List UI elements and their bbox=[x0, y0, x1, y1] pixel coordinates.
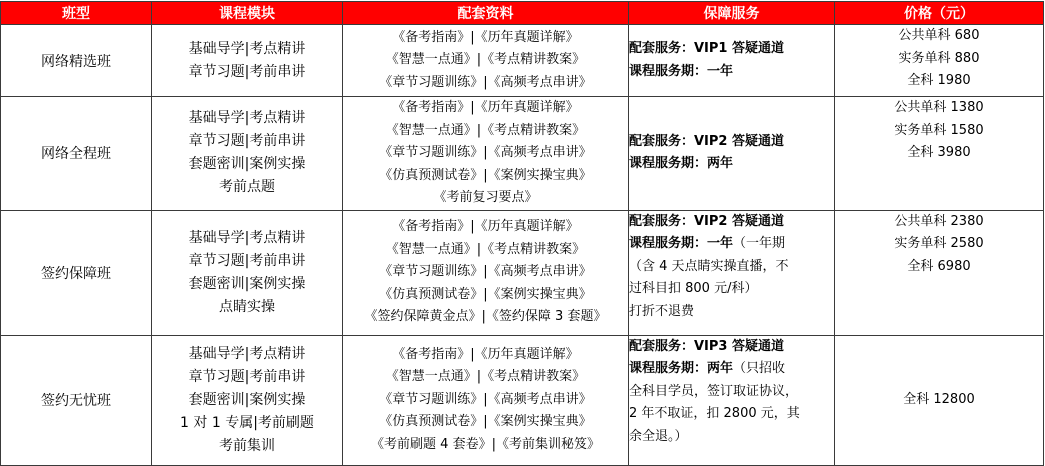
table-row bbox=[1, 335, 1044, 465]
class-name-cell bbox=[1, 210, 152, 335]
service-line: 打折不退费 bbox=[629, 303, 695, 319]
service-line: 配套服务：VIP1 答疑通道 bbox=[629, 41, 784, 56]
service-cell bbox=[629, 25, 835, 97]
price-line: 实务单科 1580 bbox=[894, 122, 984, 138]
table-row bbox=[1, 25, 1044, 97]
material-line: 《仿真预测试卷》|《案例实操宝典》 bbox=[379, 286, 592, 302]
header-course-modules: 课程模块 bbox=[152, 2, 343, 25]
materials-cell bbox=[343, 97, 629, 211]
module-line: 章节习题|考前串讲 bbox=[188, 133, 306, 150]
price-line: 全科 1980 bbox=[907, 73, 971, 88]
material-line: 《智慧一点通》|《考点精讲教案》 bbox=[385, 122, 586, 138]
price-cell bbox=[835, 25, 1044, 97]
material-line: 《章节习题训练》|《高频考点串讲》 bbox=[379, 391, 592, 407]
service-line: 配套服务：VIP2 答疑通道 bbox=[629, 133, 784, 149]
header-price: 价格（元） bbox=[835, 2, 1044, 25]
header-row bbox=[1, 2, 1044, 25]
service-line: 配套服务：VIP3 答疑通道 bbox=[629, 338, 784, 354]
service-line: 课程服务期：一年（一年期 bbox=[629, 236, 786, 251]
material-line: 《章节习题训练》|《高频考点串讲》 bbox=[379, 264, 592, 280]
module-line: 章节习题|考前串讲 bbox=[188, 63, 306, 80]
material-line: 《考前刷题 4 套卷》|《考前集训秘笈》 bbox=[371, 436, 600, 452]
module-line: 套题密训|案例实操 bbox=[188, 275, 306, 292]
class-name: 网络精选班 bbox=[41, 53, 111, 70]
course-modules-cell bbox=[152, 25, 343, 97]
price-line: 公共单科 2380 bbox=[894, 213, 984, 229]
material-line: 《备考指南》|《历年真题详解》 bbox=[392, 100, 579, 115]
price-line: 公共单科 1380 bbox=[894, 100, 984, 115]
price-line: 全科 3980 bbox=[907, 145, 971, 160]
course-modules-cell bbox=[152, 335, 343, 465]
service-note: （只招收 bbox=[733, 361, 786, 376]
price-cell bbox=[835, 335, 1044, 465]
price-line: 实务单科 2580 bbox=[894, 236, 984, 251]
module-line: 考前点题 bbox=[219, 179, 275, 196]
service-line: 课程服务期：两年（只招收 bbox=[629, 361, 786, 376]
material-line: 《备考指南》|《历年真题详解》 bbox=[392, 29, 579, 45]
service-cell bbox=[629, 210, 835, 335]
service-cell bbox=[629, 335, 835, 465]
material-line: 《签约保障黄金点》|《签约保障 3 套题》 bbox=[364, 309, 607, 325]
service-line: 余全退。） bbox=[629, 428, 688, 444]
class-name: 签约保障班 bbox=[41, 265, 111, 282]
service-line: 过科目扣 800 元/科） bbox=[629, 281, 758, 296]
header-materials: 配套资料 bbox=[343, 2, 629, 25]
module-line: 套题密训|案例实操 bbox=[188, 156, 306, 173]
material-line: 《仿真预测试卷》|《案例实操宝典》 bbox=[379, 414, 592, 430]
service-line: （含 4 天点睛实操直播，不 bbox=[629, 258, 789, 274]
service-note: （一年期 bbox=[733, 236, 786, 251]
price-line: 公共单科 680 bbox=[898, 28, 980, 43]
table-row bbox=[1, 210, 1044, 335]
class-name-cell bbox=[1, 97, 152, 211]
module-line: 套题密训|案例实操 bbox=[188, 391, 306, 408]
module-line: 基础导学|考点精讲 bbox=[188, 110, 306, 127]
module-line: 1 对 1 专属|考前刷题 bbox=[180, 414, 314, 431]
header-services: 保障服务 bbox=[629, 2, 835, 25]
price-line: 全科 6980 bbox=[907, 258, 971, 274]
class-name: 网络全程班 bbox=[41, 146, 111, 163]
material-line: 《备考指南》|《历年真题详解》 bbox=[392, 346, 579, 362]
course-modules-cell bbox=[152, 97, 343, 211]
service-line: 2 年不取证，扣 2800 元，其 bbox=[629, 406, 800, 421]
module-line: 点睛实操 bbox=[219, 298, 275, 315]
module-line: 章节习题|考前串讲 bbox=[188, 368, 306, 385]
module-line: 章节习题|考前串讲 bbox=[188, 252, 306, 269]
materials-cell bbox=[343, 25, 629, 97]
price-cell bbox=[835, 210, 1044, 335]
module-line: 基础导学|考点精讲 bbox=[188, 345, 306, 362]
price-table bbox=[0, 1, 1044, 466]
module-line: 基础导学|考点精讲 bbox=[188, 40, 306, 57]
material-line: 《智慧一点通》|《考点精讲教案》 bbox=[385, 369, 586, 385]
table-row bbox=[1, 97, 1044, 211]
materials-cell bbox=[343, 210, 629, 335]
service-line: 课程服务期：一年 bbox=[629, 63, 734, 79]
price-cell bbox=[835, 97, 1044, 211]
course-modules-cell bbox=[152, 210, 343, 335]
header-class-type: 班型 bbox=[1, 2, 152, 25]
price-line: 实务单科 880 bbox=[898, 50, 980, 66]
class-name-cell bbox=[1, 25, 152, 97]
material-line: 《考前复习要点》 bbox=[433, 190, 538, 205]
material-line: 《章节习题训练》|《高频考点串讲》 bbox=[379, 145, 592, 160]
service-cell bbox=[629, 97, 835, 211]
material-line: 《仿真预测试卷》|《案例实操宝典》 bbox=[379, 167, 592, 183]
table-body bbox=[1, 25, 1044, 466]
class-name: 签约无忧班 bbox=[41, 393, 111, 409]
material-line: 《智慧一点通》|《考点精讲教案》 bbox=[385, 52, 586, 68]
material-line: 《章节习题训练》|《高频考点串讲》 bbox=[379, 74, 592, 90]
price-line: 全科 12800 bbox=[903, 391, 975, 407]
module-line: 基础导学|考点精讲 bbox=[188, 229, 306, 246]
service-line: 全科目学员，签订取证协议， bbox=[629, 383, 799, 399]
class-name-cell bbox=[1, 335, 152, 465]
module-line: 考前集训 bbox=[219, 437, 275, 454]
material-line: 《智慧一点通》|《考点精讲教案》 bbox=[385, 241, 586, 257]
service-line: 课程服务期：两年 bbox=[629, 156, 734, 172]
material-line: 《备考指南》|《历年真题详解》 bbox=[392, 219, 579, 235]
materials-cell bbox=[343, 335, 629, 465]
service-line: 配套服务：VIP2 答疑通道 bbox=[629, 213, 784, 229]
